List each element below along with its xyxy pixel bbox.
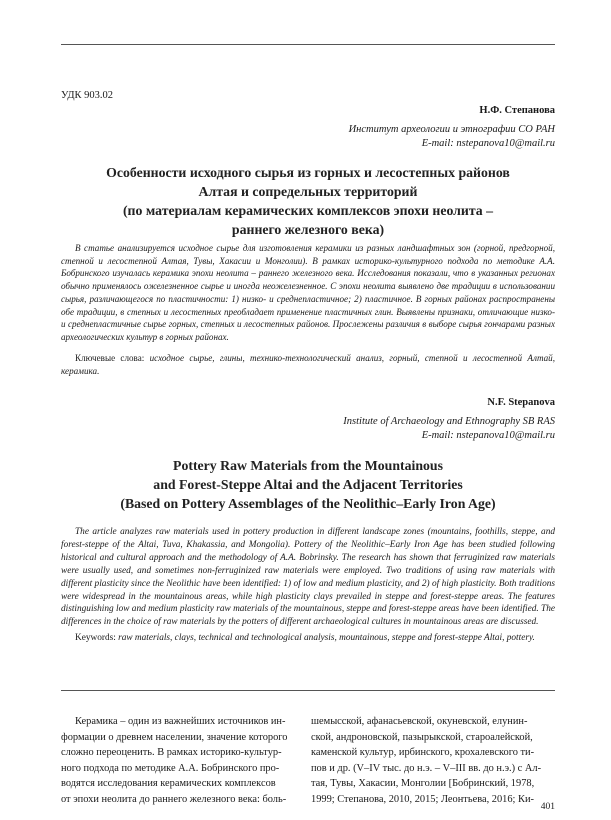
body-line: Керамика – один из важнейших источников ин- (75, 716, 286, 727)
en-author-name: N.F. Stepanova (487, 397, 555, 408)
en-affiliation: Institute of Archaeology and Ethnography SB RAS (343, 416, 555, 427)
body-line: 1999; Степанова, 2010, 2015; Леонтьева, 2016; Ки- (311, 793, 534, 805)
ru-keywords (61, 352, 555, 377)
ru-abstract: В статье анализируется исходное сырье для изготовления керамики из разных ландшафтных зон (горной, предгорной, степной и лесостепной Алтая, Тувы, Хакасии и Монголии). В рамках историко-культурного подхода по методике А.А. Бобринского изучалась керамика эпохи неолита – раннего железного века. Исследования показали, что в указанных регионах обычно применялось ожелезненное сырье и иногда неожелезненное. С эпохи неолита выявлено две традиции в использовании сырья, различающегося по пластичности: 1) низко- и среднепластичное; 2) пластичное. В горных районах распространены обе традиции, в степных и лесостепных преобладает применение пластичных глин. Выявлены признаки, отличающие низко- и среднепластичные сырье горных, степных и лесостепных районов. Прослежены различия в выборе сырья гончарами разных археологических культур в горных районах. (61, 243, 555, 342)
en-author-block (343, 396, 555, 443)
body-line: каменской культур, ирбинского, крохалевского ти- (311, 747, 535, 759)
body-line: шемысской, афанасьевской, окуневской, елунин- (311, 716, 528, 727)
ru-author-block (349, 104, 555, 151)
en-keywords-text: raw materials, clays, technical and technological analysis, mountainous, steppe and forest-steppe Altai, pottery. (118, 633, 535, 643)
ru-author-name: Н.Ф. Степанова (479, 105, 555, 116)
en-email: E-mail: nstepanova10@mail.ru (421, 430, 555, 441)
udk-code: УДК 903.02 (61, 90, 114, 101)
body-line: ного подхода по методике А.А. Бобринского про- (61, 762, 280, 774)
ru-title-line: (по материалам керамических комплексов эпохи неолита – (122, 203, 494, 218)
body-line: формации о древнем населении, значение которого (61, 731, 288, 743)
en-keywords (61, 632, 555, 645)
body-line: сложно переоценить. В рамках историко-культур- (61, 747, 282, 759)
en-title-line: (Based on Pottery Assemblages of the Neolithic–Early Iron Age) (120, 496, 496, 511)
body-line: тая, Тувы, Хакасии, Монголии [Бобринский, 1978, (311, 778, 535, 790)
ru-affiliation: Институт археологии и этнографии СО РАН (348, 124, 555, 135)
body-column-right (311, 714, 555, 808)
en-title (61, 456, 555, 513)
ru-keywords-label: Ключевые слова: (75, 353, 145, 363)
ru-title (61, 163, 555, 239)
en-title-line: and Forest-Steppe Altai and the Adjacent Territories (153, 477, 463, 492)
body-line: водятся исследования керамических комплексов (61, 778, 276, 790)
section-rule (61, 690, 555, 691)
body-line: ской, андроновской, пазырыкской, староалейской, (311, 731, 533, 743)
ru-title-line: раннего железного века) (231, 222, 385, 237)
body-column-left (61, 714, 305, 808)
en-abstract: The article analyzes raw materials used in pottery production in different landscape zones (mountains, foothills, steppe, and forest-steppe of the Altai, Tuva, Khakassia, and Mongolia). Pottery of the Neolithic–Early Iron Age has been studied following historical and cultural approach and the methodology of A.A. Bobrinsky. The research has shown that ferruginized raw materials were usually used, and sometimes non-ferruginized raw materials were employed. Two traditions of using raw materials with different plasticity since the Neolithic have been identified: 1) of low and medium plasticity, and 2) of high plasticity. Both traditions were widespread in the mountainous areas, while high plasticity clays prevailed in steppe and forest-steppe areas. The features distinguishing low and medium plasticity raw materials of the mountainous, steppe and forest-steppe areas have been identified. The differences in the choice of raw materials by the potters of different archaeological cultures in mountainous areas are discussed. (61, 527, 555, 628)
en-keywords-label: Keywords: (75, 633, 116, 643)
ru-keywords-text: исходное сырье, глины, технико-технологический анализ, горный, степной и лесостепной Алтай, керамика. (61, 353, 555, 376)
ru-title-line: Алтая и сопредельных территорий (198, 184, 418, 199)
ru-email: E-mail: nstepanova10@mail.ru (421, 138, 555, 149)
page-number: 401 (540, 802, 555, 812)
body-line: от эпохи неолита до раннего железного века: боль- (61, 793, 287, 805)
top-rule (61, 44, 555, 45)
en-title-line: Pottery Raw Materials from the Mountainous (173, 458, 443, 473)
body-line: пов и др. (V–IV тыс. до н.э. – V–III вв. до н.э.) с Ал- (311, 762, 542, 774)
ru-title-line: Особенности исходного сырья из горных и лесостепных районов (106, 165, 510, 180)
